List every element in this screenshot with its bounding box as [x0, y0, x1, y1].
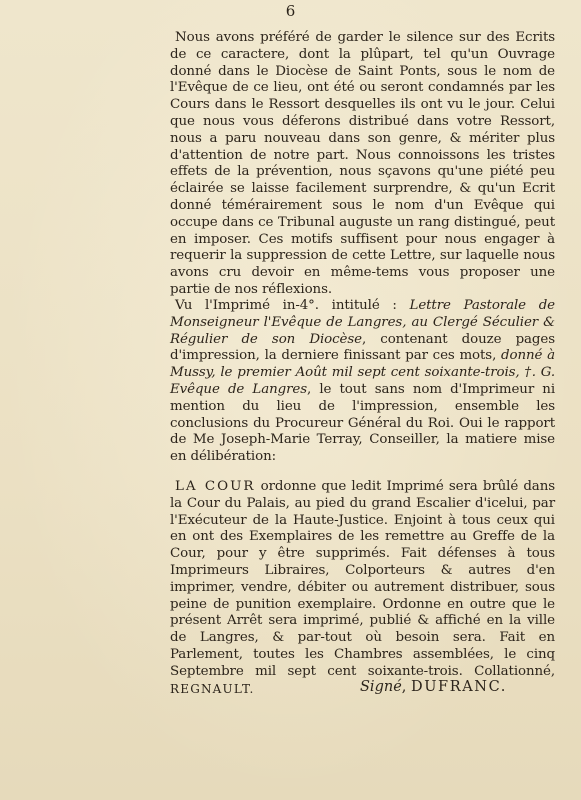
signature-separator: , [401, 679, 411, 695]
signature-name: DUFRANC. [411, 679, 507, 695]
paragraph-2 [170, 298, 555, 466]
signature-label: Signé [360, 679, 402, 695]
court-heading: LA COUR [175, 479, 256, 494]
paragraph-2-middle: , contenant douze pages d'impression, la derniere finissant par ces mots, [170, 331, 555, 364]
clerk-name: REGNAULT. [170, 681, 255, 696]
paragraph-1-text: Nous avons préféré de garder le silence sur des Ecrits de ce caractere, dont la plûpart, tel qu'un Ouvrage donné dans le Diocèse de Saint Ponts, sous le nom de l'Evêque de ce lieu, ont été ou seront condamnés par les Cours dans le Ressort desquelles ils ont vu le jour. Celui que nous vous déferons distribué dans votre Ressort, nous a paru nouveau dans son genre, & mériter plus d'attention de notre part. Nous connoissons les tristes effets de la prévention, nous sçavons qu'une piété peu éclairée se laisse facilement surprendre, & qu'un Ecrit donné témérairement sous le nom d'un Evêque qui occupe dans ce Tribunal auguste un rang distingué, peut en imposer. Ces motifs suffisent pour nous engager à requerir la suppression de cette Lettre, sur laquelle nous avons cru devoir en même-tems vous proposer une partie de nos réflexions. [170, 30, 555, 297]
paragraph-3-body: ordonne que ledit Imprimé sera brûlé dans la Cour du Palais, au pied du grand Escalier d'icelui, par l'Exécuteur de la Haute-Justice. Enjoint à tous ceux qui en ont des Exemplaires de les remettre au Greffe de la Cour, pour y être supprimés. Fait défenses à tous Imprimeurs Libraires, Colporteurs & autres d'en imprimer, vendre, débiter ou autrement distribuer, sous peine de punition exemplaire. Ordonne en outre que le présent Arrêt sera imprimé, publié & affiché en la ville de Langres, & par-tout où besoin sera. Fait en Parlement, toutes les Chambres assemblées, le cinq Septembre mil sept cent soixante-trois. Collationné, [170, 479, 555, 679]
closing-quote: donné à Mussy, le premier Août mil sept cent soixante-trois, †. G. Evêque de Langres [170, 348, 555, 397]
signature [360, 678, 507, 696]
paragraph-2-end: , le tout sans nom d'Imprimeur ni mention du lieu de l'impression, ensemble les conclusions du Procureur Général du Roi. Oui le rapport de Me Joseph-Marie Terray, Conseiller, la matiere mise en délibération: [170, 381, 556, 465]
letter-title: Lettre Pastorale de Monseigneur l'Evêque de Langres, au Clergé Séculier & Régulier de son Diocèse [170, 298, 555, 347]
paragraph-2-intro: Vu l'Imprimé in-4°. intitulé : [175, 298, 410, 313]
paragraph-3-text [170, 479, 555, 698]
page-number: 6 [285, 2, 296, 20]
paragraph-3 [170, 479, 555, 698]
paragraph-1 [170, 30, 555, 299]
paragraph-2-text [170, 298, 555, 466]
